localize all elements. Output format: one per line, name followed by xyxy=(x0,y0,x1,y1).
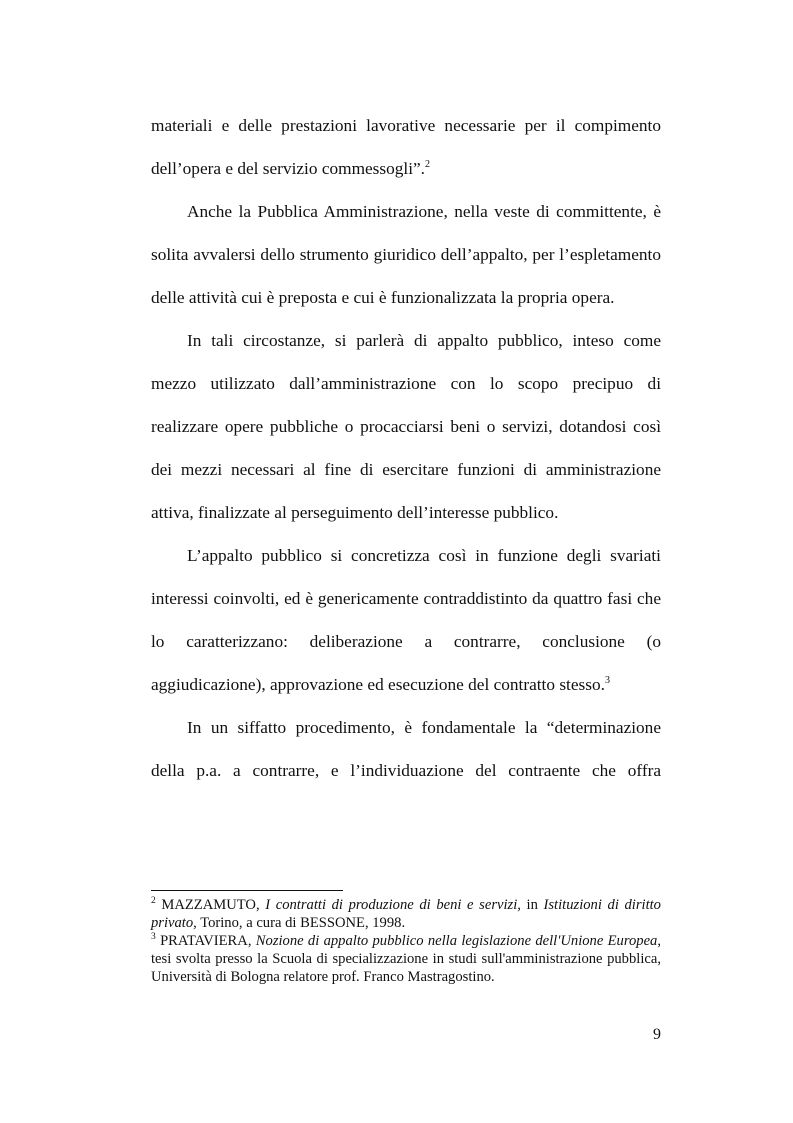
footnote-title: I contratti di produzione di beni e servizi, xyxy=(265,897,521,913)
footnote-text: in xyxy=(520,897,544,913)
footnote-number: 2 xyxy=(151,896,156,906)
paragraph-text: Anche la Pubblica Amministrazione, nella veste di committente, è solita avvalersi dello strumento giuridico dell’appalto, per l’espletamento delle attività cui è preposta e cui è funzionalizzata la propria opera. xyxy=(151,202,661,307)
footnote-number: 3 xyxy=(151,932,156,942)
paragraph-text: L’appalto pubblico si concretizza così in funzione degli svariati interessi coinvolti, ed è genericamente contraddistinto da quattro fasi che lo caratterizzano: deliberazione a contrarre, conclusione (o aggiudicazione), approvazione ed esecuzione del contratto stesso. xyxy=(151,546,661,694)
footnote-reference[interactable]: 2 xyxy=(425,159,431,170)
paragraph xyxy=(151,319,661,534)
footnote-author: PRATAVIERA, xyxy=(160,933,252,949)
footnote-text: , tesi svolta presso la Scuola di specializzazione in studi sull'amministrazione pubblica, Università di Bologna relatore prof. Franco Mastragostino. xyxy=(151,933,661,985)
paragraph-text: In tali circostanze, si parlerà di appalto pubblico, inteso come mezzo utilizzato dall’amministrazione con lo scopo precipuo di realizzare opere pubbliche o procacciarsi beni o servizi, dotandosi così dei mezzi necessari al fine di esercitare funzioni di amministrazione attiva, finalizzate al perseguimento dell’interesse pubblico. xyxy=(151,331,661,522)
paragraph-text: materiali e delle prestazioni lavorative necessarie per il compimento dell’opera e del servizio commessogli”. xyxy=(151,116,661,178)
footnote xyxy=(151,932,661,986)
paragraph-text: In un siffatto procedimento, è fondamentale la “determinazione della p.a. a contrarre, e l’individuazione del contraente che offra xyxy=(151,718,661,780)
footnote xyxy=(151,896,661,932)
paragraph xyxy=(151,190,661,319)
footnote-work: Istituzioni di diritto privato xyxy=(151,897,661,931)
footnote-text: , Torino, a cura di BESSONE, 1998. xyxy=(193,915,406,931)
footnote-reference[interactable]: 3 xyxy=(604,675,610,686)
paragraph xyxy=(151,534,661,706)
paragraph-continuation xyxy=(151,104,661,190)
page-number: 9 xyxy=(653,1026,661,1043)
footnotes xyxy=(151,896,661,986)
footnote-title: Nozione di appalto pubblico nella legislazione dell'Unione Europea xyxy=(255,933,658,949)
page-body xyxy=(151,104,661,792)
paragraph xyxy=(151,706,661,792)
footnote-separator xyxy=(151,890,343,891)
footnote-author: MAZZAMUTO, xyxy=(161,897,260,913)
